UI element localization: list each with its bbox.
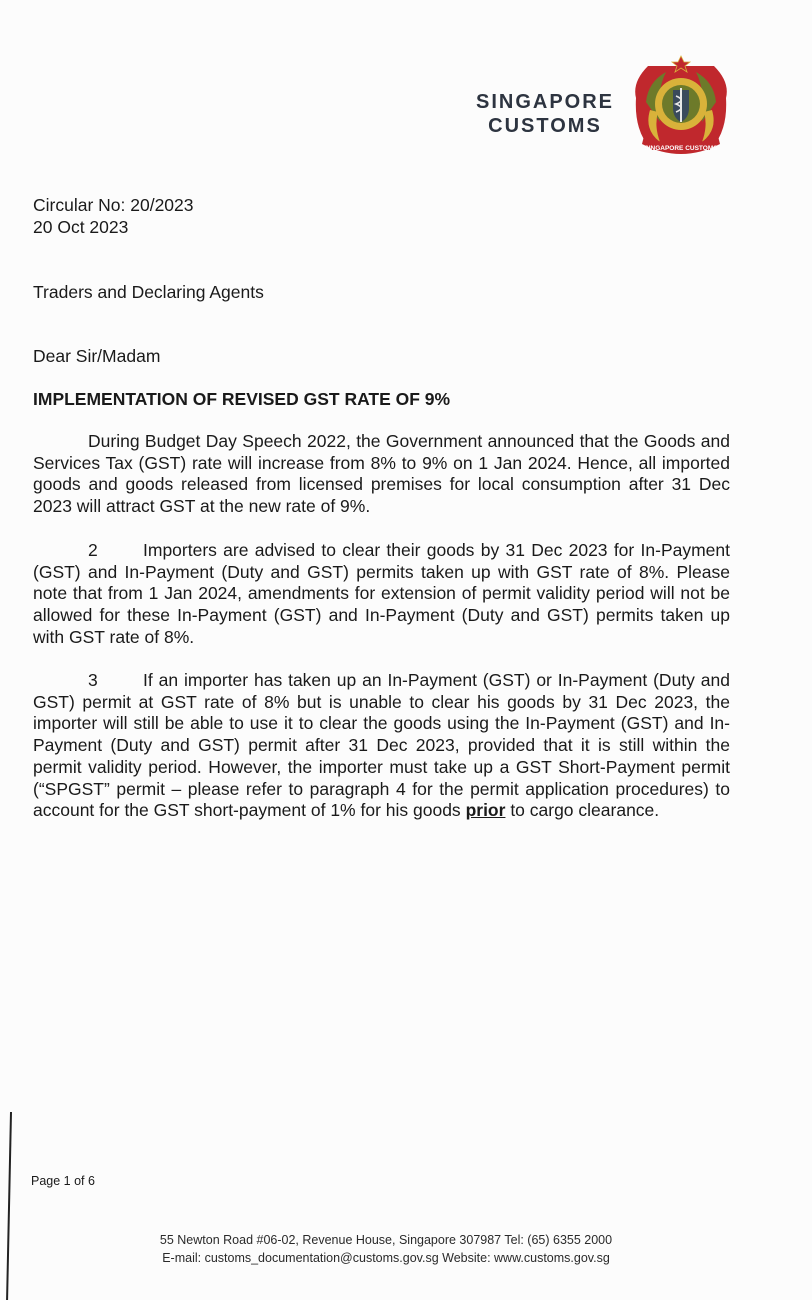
salutation: Dear Sir/Madam [33,346,161,366]
footer-contact: E-mail: customs_documentation@customs.gov.sg Website: www.customs.gov.sg [162,1251,610,1265]
org-name-line2: CUSTOMS [488,115,602,137]
paragraph-1: During Budget Day Speech 2022, the Government announced that the Goods and Services Tax (GST) rate will increase from 8% to 9% on 1 Jan 2024. Hence, all imported goods and goods released from licensed premises for local consumption after 31 Dec 2023 will attract GST at the new rate of 9%. [33,431,730,517]
paragraph-3-text-end: to cargo clearance. [510,800,660,821]
circular-number: Circular No: 20/2023 [33,195,194,215]
paragraph-3 [33,670,730,822]
customs-crest-logo [626,52,736,164]
paragraph-3-text: If an importer has taken up an In-Payment (GST) or In-Payment (Duty and GST) permit at GST rate of 8% but is unable to clear his goods by 31 Dec 2023, the importer will still be able to use it to clear the goods using the In-Payment (GST) and In-Payment (Duty and GST) permit after 31 Dec 2023, provided that it is still within the permit validity period. However, the importer must take up a GST Short-Payment permit (“SPGST” permit – please refer to paragraph 4 for the permit application procedures) to account for the GST short-payment of 1% for his goods [33,670,730,821]
page-edge-line [6,1112,12,1300]
paragraph-3-emphasis: prior [465,800,506,821]
crest-banner-text: SINGAPORE CUSTOMS [644,145,718,152]
circular-title: IMPLEMENTATION OF REVISED GST RATE OF 9% [33,389,451,409]
paragraph-2-text: Importers are advised to clear their goods by 31 Dec 2023 for In-Payment (GST) and In-Payment (Duty and GST) permits taken up with GST rate of 8%. Please note that from 1 Jan 2024, amendments for extension of permit validity period will not be allowed for these In-Payment (GST) and In-Payment (Duty and GST) permits taken up with GST rate of 8%. [33,540,730,647]
paragraph-2-number: 2 [88,540,98,560]
circular-date: 20 Oct 2023 [33,217,129,237]
page-number: Page 1 of 6 [31,1174,95,1188]
paragraph-3-number: 3 [88,670,98,690]
footer-address: 55 Newton Road #06-02, Revenue House, Singapore 307987 Tel: (65) 6355 2000 [159,1233,613,1247]
organisation-name [470,90,620,138]
paragraph-2 [33,540,730,649]
org-name-line1: SINGAPORE [475,91,615,113]
addressee: Traders and Declaring Agents [33,282,264,302]
